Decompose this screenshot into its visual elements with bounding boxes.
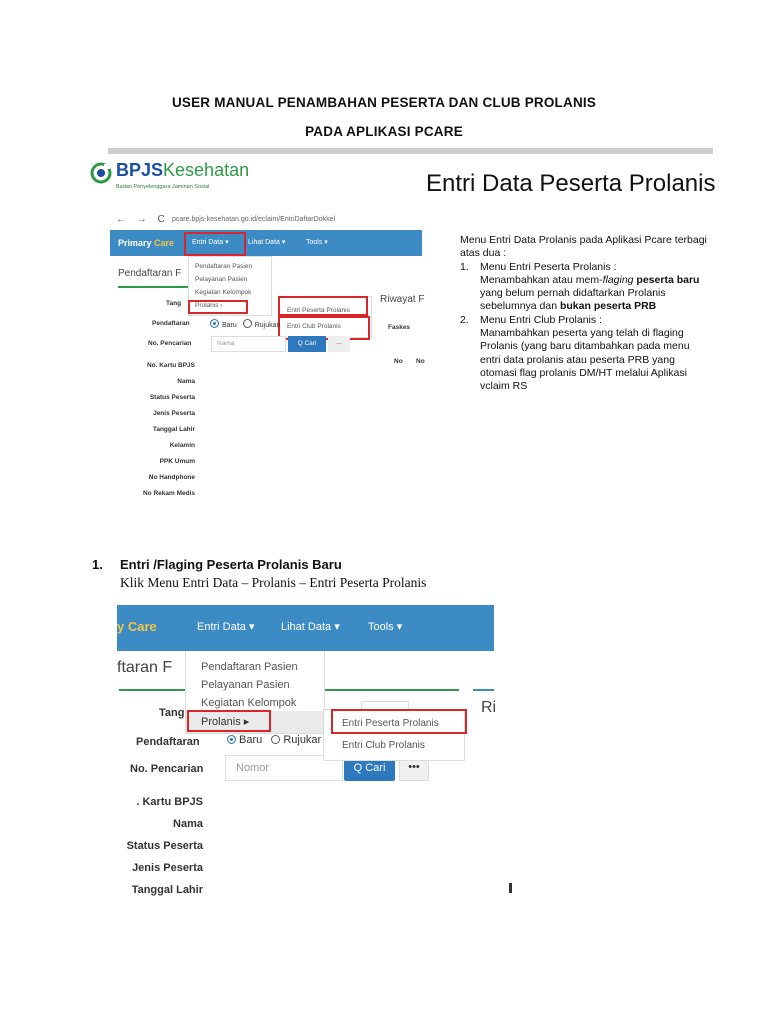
radio-rujukan-icon[interactable] (243, 319, 252, 328)
radio-baru-large-label: Baru (239, 734, 263, 746)
dropdown-prolanis-large[interactable]: Prolanis ▸ (201, 716, 250, 728)
highlight-entri-peserta-large (331, 709, 467, 734)
section-1-title: Entri /Flaging Peserta Prolanis Baru (120, 557, 342, 572)
document-title-line1: USER MANUAL PENAMBAHAN PESERTA DAN CLUB PROLANIS (171, 95, 597, 110)
cari-button[interactable]: Q Cari (288, 336, 326, 352)
more-button-large[interactable]: ••• (399, 755, 429, 781)
description-item-2-text: Manambahkan peserta yang telah di flaging Prolanis (yang baru ditambahkan pada menu entri data prolanis atau peserta PRB yang otomasi flag prolanis DM/HT melalui Aplikasi vclaim RS (480, 327, 690, 393)
riwayat-underline (473, 689, 494, 691)
dropdown-kegiatan-kelompok-large[interactable]: Kegiatan Kelompok (201, 697, 297, 709)
radio-rujukan-label: Rujukan (254, 322, 281, 329)
label-tanggal: Tang (166, 300, 182, 307)
section-1-number: 1. (92, 557, 103, 572)
description-item-2-title: Menu Entri Club Prolanis : (480, 313, 602, 326)
desc1-f: bukan peserta PRB (559, 300, 657, 313)
desc1-b: Menambahkan atau mem- (480, 273, 603, 286)
label-no-pencarian: No. Pencarian (148, 340, 192, 347)
riwayat-heading-large: Ri (481, 699, 497, 716)
label-tanggal-lahir: Tanggal Lahir (152, 426, 195, 433)
menu-lihat-data[interactable]: Lihat Data ▾ (248, 239, 286, 246)
logo-text-accent: Kesehatan (163, 160, 250, 180)
brand-primary: Primary (118, 238, 152, 248)
desc1-d: peserta baru (633, 273, 700, 286)
description-item-1-title: Menu Entri Peserta Prolanis : (480, 260, 617, 273)
menu-tools[interactable]: Tools ▾ (306, 239, 328, 246)
label-nama-large: Nama (173, 818, 203, 830)
submenu-entri-club-prolanis-large[interactable]: Entri Club Prolanis (342, 740, 425, 751)
more-button[interactable]: ... (328, 336, 350, 352)
description-item-2 (460, 314, 710, 394)
slide-top-border (108, 148, 713, 154)
section-1-heading (92, 557, 342, 572)
heading-underline (118, 286, 188, 288)
bpjs-logo-icon (90, 162, 112, 184)
page-heading-large: ftaran F (117, 659, 173, 676)
cari-button-large[interactable]: Q Cari (344, 755, 395, 781)
label-ppk-umum: PPK Umum (159, 458, 195, 465)
radio-rujukan-large-icon[interactable] (271, 735, 280, 744)
label-no-kartu-large: . Kartu BPJS (136, 796, 203, 808)
radio-baru-icon[interactable] (210, 319, 219, 328)
dropdown-pendaftaran-pasien-large[interactable]: Pendaftaran Pasien (201, 661, 298, 673)
figure-entri-peserta-prolanis (117, 605, 517, 897)
radio-group (210, 319, 280, 329)
label-jenis-peserta: Jenis Peserta (153, 410, 195, 417)
riwayat-heading: Riwayat F (380, 294, 425, 305)
label-no-kartu: No. Kartu BPJS (146, 362, 195, 369)
label-faskes: Faskes (388, 324, 411, 331)
label-kelamin: Kelamin (169, 442, 195, 449)
document-title-line2: PADA APLIKASI PCARE (305, 124, 463, 139)
browser-address-bar (110, 212, 410, 228)
highlight-prolanis-large (187, 710, 271, 732)
section-1-instruction: Klik Menu Entri Data – Prolanis – Entri Peserta Prolanis (120, 575, 427, 590)
radio-group-large (227, 734, 321, 746)
label-no-rekam-medis: No Rekam Medis (142, 490, 195, 497)
desc1-e: yang belum pernah didaftarkan Prolanis sebelumnya dan (480, 287, 666, 313)
description-intro: Menu Entri Data Prolanis pada Aplikasi Pcare terbagi atas dua : (460, 234, 707, 260)
label-no-pencarian-large: No. Pencarian (130, 763, 204, 775)
radio-baru-label: Baru (222, 322, 237, 329)
highlight-entri-data (184, 232, 246, 256)
logo-subtitle: Badan Penyelenggara Jaminan Sosial (116, 184, 210, 190)
radio-rujukan-large-label: Rujukar (283, 734, 322, 746)
menu-entri-data[interactable]: Entri Data ▾ (192, 239, 229, 246)
label-no-handphone: No Handphone (148, 474, 195, 481)
dropdown-pelayanan-pasien-large[interactable]: Pelayanan Pasien (201, 679, 290, 691)
label-nama: Nama (177, 378, 195, 385)
browser-nav-buttons[interactable]: ← → C (116, 214, 169, 225)
label-status-peserta-large: Status Peserta (126, 840, 203, 852)
scrollbar-fragment[interactable] (509, 883, 512, 893)
pcare-navbar-small (110, 230, 422, 256)
menu-entri-data-large[interactable]: Entri Data ▾ (197, 621, 255, 633)
browser-url[interactable]: pcare.bpjs-kesehatan.go.id/eclaim/EntriDaftarDokkel (172, 216, 336, 223)
description-item-1-number: 1. (460, 260, 469, 273)
pcare-brand (118, 238, 174, 248)
submenu-entri-peserta-prolanis-large[interactable]: Entri Peserta Prolanis (342, 718, 439, 729)
highlight-entri-peserta (278, 296, 368, 316)
col-no-1: No (394, 358, 403, 365)
submenu-entri-club-prolanis[interactable]: Entri Club Prolanis (287, 323, 341, 330)
dropdown-pendaftaran-pasien[interactable]: Pendaftaran Pasien (195, 263, 253, 270)
radio-baru-large-icon[interactable] (227, 735, 236, 744)
submenu-entri-peserta-prolanis[interactable]: Entri Peserta Prolanis (287, 307, 350, 314)
search-input[interactable]: Nama (211, 336, 286, 352)
dropdown-pelayanan-pasien[interactable]: Pelayanan Pasien (195, 276, 248, 283)
label-pendaftaran-large: Pendaftaran (136, 736, 200, 748)
label-pendaftaran: Pendaftaran (152, 320, 190, 327)
description-item-2-number: 2. (460, 313, 469, 326)
pcare-brand-partial: y Care (117, 619, 157, 634)
pcare-navbar (117, 605, 494, 651)
bpjs-logo (90, 160, 290, 200)
desc1-c: flaging (602, 273, 634, 286)
label-tanggal-large: Tang (159, 707, 185, 719)
label-tanggal-lahir-large: Tanggal Lahir (131, 884, 203, 896)
menu-lihat-data-large[interactable]: Lihat Data ▾ (281, 621, 340, 633)
slide-title: Entri Data Peserta Prolanis (426, 170, 716, 197)
col-no-2: No (416, 358, 425, 365)
label-status-peserta: Status Peserta (149, 394, 195, 401)
menu-description (460, 234, 710, 394)
logo-text-main: BPJS (116, 160, 164, 180)
dropdown-kegiatan-kelompok[interactable]: Kegiatan Kelompok (195, 289, 252, 296)
menu-tools-large[interactable]: Tools ▾ (368, 621, 403, 633)
figure-entri-data-overview (108, 148, 716, 510)
page-heading: Pendaftaran F (118, 268, 182, 279)
search-input-large[interactable]: Nomor (225, 755, 343, 781)
dropdown-prolanis[interactable]: Prolanis › (195, 302, 223, 309)
description-item-1 (460, 261, 710, 314)
highlight-prolanis (188, 300, 248, 314)
label-jenis-peserta-large: Jenis Peserta (132, 862, 203, 874)
brand-care: Care (154, 238, 175, 248)
